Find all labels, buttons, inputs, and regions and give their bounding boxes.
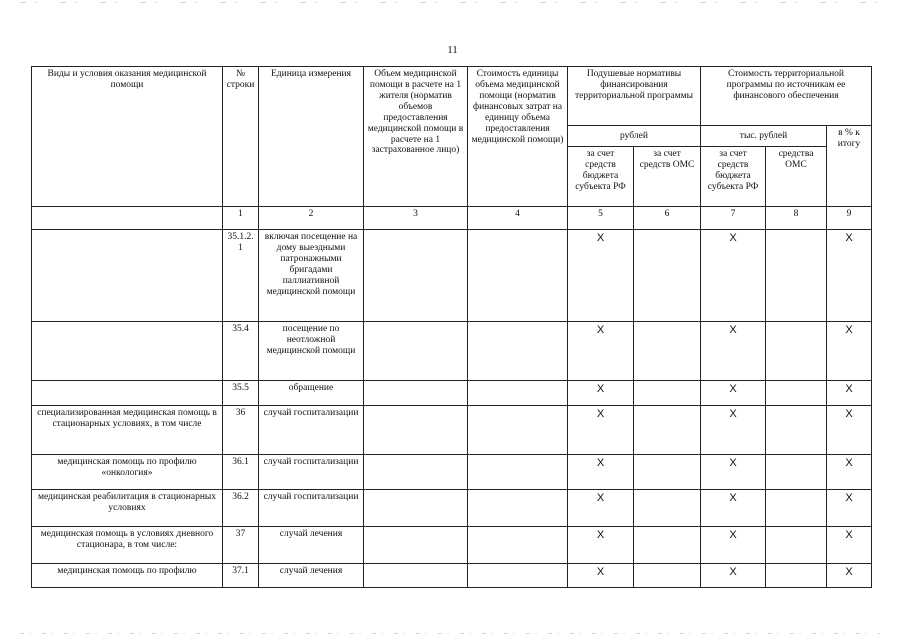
table-row: [32, 230, 872, 322]
cell-budget-rub: X: [568, 527, 634, 564]
cell-row-number: 35.4: [223, 322, 259, 381]
cell-budget-thousand: X: [701, 406, 766, 455]
header-unit-cost: Стоимость единицы объема медицинской помощи (норматив финансовых затрат на единицу объема предоставления медицинской помощи): [468, 67, 568, 207]
cell-budget-thousand: X: [701, 564, 766, 588]
cell-row-number: 37.1: [223, 564, 259, 588]
cell-volume: [364, 564, 468, 588]
cell-oms-thousand: [766, 381, 827, 406]
header-oms-thousand: средства ОМС: [766, 147, 827, 207]
header-type-of-care: Виды и условия оказания медицинской помощи: [32, 67, 223, 207]
cell-budget-rub: X: [568, 564, 634, 588]
cell-oms-thousand: [766, 455, 827, 490]
cell-row-number: 36.2: [223, 490, 259, 527]
cell-budget-rub: X: [568, 490, 634, 527]
header-budget-rub: за счет средств бюджета субъекта РФ: [568, 147, 634, 207]
header-rubles: рублей: [568, 126, 701, 147]
cell-unit-cost: [468, 322, 568, 381]
cell-unit: случай госпитализации: [259, 406, 364, 455]
cell-unit: обращение: [259, 381, 364, 406]
cell-percent: X: [827, 527, 872, 564]
financing-table: [31, 66, 872, 588]
scan-artifact-bottom: [20, 633, 880, 634]
cell-type: [32, 322, 223, 381]
table-row: [32, 564, 872, 588]
cell-unit: случай госпитализации: [259, 490, 364, 527]
cell-unit-cost: [468, 490, 568, 527]
cell-budget-thousand: X: [701, 322, 766, 381]
cell-budget-rub: X: [568, 381, 634, 406]
cell-type: медицинская помощь по профилю: [32, 564, 223, 588]
cell-oms-thousand: [766, 564, 827, 588]
column-number: 4: [468, 207, 568, 230]
table-row: [32, 490, 872, 527]
cell-oms-thousand: [766, 322, 827, 381]
table-row: [32, 455, 872, 490]
column-number: 7: [701, 207, 766, 230]
cell-row-number: 35.1.2.1: [223, 230, 259, 322]
cell-oms-rub: [634, 406, 701, 455]
cell-volume: [364, 527, 468, 564]
column-number-blank: [32, 207, 223, 230]
cell-oms-rub: [634, 564, 701, 588]
cell-unit-cost: [468, 381, 568, 406]
cell-volume: [364, 381, 468, 406]
cell-row-number: 36: [223, 406, 259, 455]
cell-oms-rub: [634, 322, 701, 381]
cell-type: специализированная медицинская помощь в стационарных условиях, в том числе: [32, 406, 223, 455]
cell-unit: случай госпитализации: [259, 455, 364, 490]
column-number: 9: [827, 207, 872, 230]
cell-row-number: 35.5: [223, 381, 259, 406]
cell-percent: X: [827, 490, 872, 527]
cell-unit-cost: [468, 527, 568, 564]
cell-oms-rub: [634, 527, 701, 564]
header-unit: Единица измерения: [259, 67, 364, 207]
header-program-cost: Стоимость территориальной программы по источникам ее финансового обеспечения: [701, 67, 872, 126]
cell-unit-cost: [468, 455, 568, 490]
cell-percent: X: [827, 381, 872, 406]
cell-volume: [364, 322, 468, 381]
column-number: 5: [568, 207, 634, 230]
cell-budget-rub: X: [568, 322, 634, 381]
cell-unit: случай лечения: [259, 564, 364, 588]
cell-budget-thousand: X: [701, 527, 766, 564]
cell-oms-rub: [634, 230, 701, 322]
cell-budget-thousand: X: [701, 490, 766, 527]
cell-percent: X: [827, 406, 872, 455]
cell-type: медицинская помощь по профилю «онкология»: [32, 455, 223, 490]
cell-volume: [364, 455, 468, 490]
page-number: 11: [447, 44, 458, 56]
cell-percent: X: [827, 322, 872, 381]
scan-artifact-top: [20, 2, 880, 3]
cell-budget-rub: X: [568, 230, 634, 322]
cell-percent: X: [827, 230, 872, 322]
cell-unit-cost: [468, 564, 568, 588]
cell-row-number: 36.1: [223, 455, 259, 490]
column-number: 2: [259, 207, 364, 230]
cell-percent: X: [827, 455, 872, 490]
cell-oms-rub: [634, 455, 701, 490]
column-number: 6: [634, 207, 701, 230]
table-row: [32, 322, 872, 381]
column-number: 1: [223, 207, 259, 230]
cell-budget-rub: X: [568, 455, 634, 490]
table-row: [32, 381, 872, 406]
cell-percent: X: [827, 564, 872, 588]
header-per-capita-norms: Подушевые нормативы финансирования территориальной программы: [568, 67, 701, 126]
cell-oms-rub: [634, 490, 701, 527]
header-volume: Объем медицинской помощи в расчете на 1 жителя (норматив объемов предоставления медицинской помощи в расчете на 1 застрахованное лицо): [364, 67, 468, 207]
header-row-number: № строки: [223, 67, 259, 207]
column-number: 3: [364, 207, 468, 230]
cell-oms-thousand: [766, 406, 827, 455]
cell-budget-thousand: X: [701, 381, 766, 406]
table-row: [32, 527, 872, 564]
cell-row-number: 37: [223, 527, 259, 564]
cell-unit: посещение по неотложной медицинской помощи: [259, 322, 364, 381]
cell-type: [32, 381, 223, 406]
cell-volume: [364, 230, 468, 322]
cell-budget-rub: X: [568, 406, 634, 455]
cell-volume: [364, 406, 468, 455]
cell-volume: [364, 490, 468, 527]
header-thousand-rubles: тыс. рублей: [701, 126, 827, 147]
header-percent-of-total: в % к итогу: [827, 126, 872, 207]
header-budget-thousand: за счет средств бюджета субъекта РФ: [701, 147, 766, 207]
table-row: [32, 406, 872, 455]
cell-type: медицинская помощь в условиях дневного стационара, в том числе:: [32, 527, 223, 564]
column-number: 8: [766, 207, 827, 230]
header-oms-rub: за счет средств ОМС: [634, 147, 701, 207]
cell-oms-rub: [634, 381, 701, 406]
cell-budget-thousand: X: [701, 455, 766, 490]
cell-unit: включая посещение на дому выездными патронажными бригадами паллиативной медицинской помощи: [259, 230, 364, 322]
cell-oms-thousand: [766, 490, 827, 527]
cell-type: медицинская реабилитация в стационарных условиях: [32, 490, 223, 527]
cell-unit-cost: [468, 406, 568, 455]
cell-oms-thousand: [766, 230, 827, 322]
cell-oms-thousand: [766, 527, 827, 564]
cell-unit-cost: [468, 230, 568, 322]
cell-budget-thousand: X: [701, 230, 766, 322]
cell-unit: случай лечения: [259, 527, 364, 564]
cell-type: [32, 230, 223, 322]
